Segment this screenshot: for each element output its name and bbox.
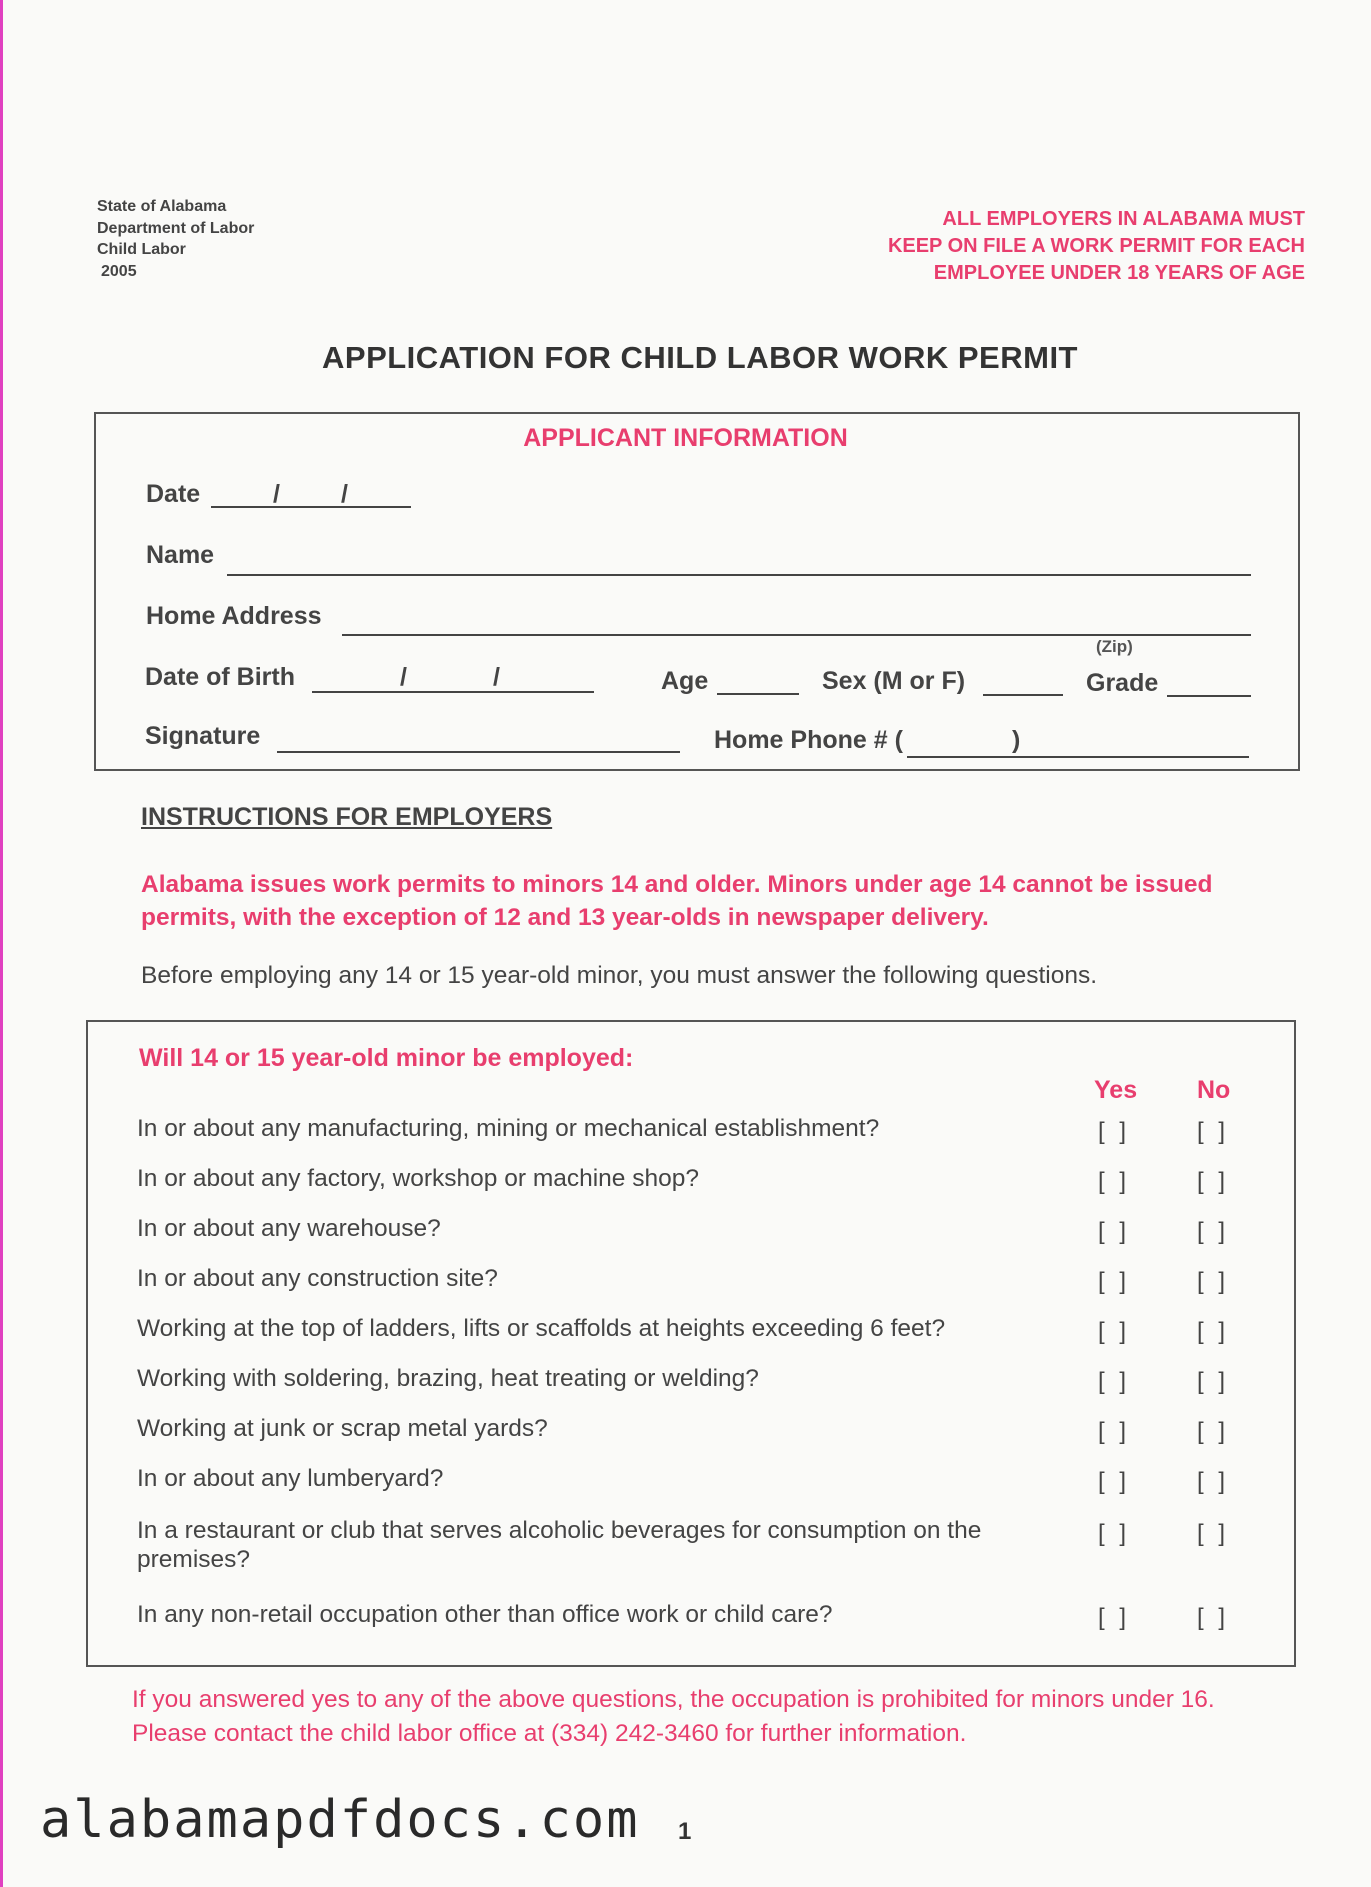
question-text: In or about any factory, workshop or machine shop? xyxy=(137,1165,699,1192)
yes-checkbox[interactable]: [ ] xyxy=(1098,1318,1131,1345)
yes-checkbox[interactable]: [ ] xyxy=(1098,1368,1131,1395)
no-checkbox[interactable]: [ ] xyxy=(1197,1268,1230,1295)
zip-label: (Zip) xyxy=(1096,637,1133,656)
grade-field[interactable] xyxy=(1167,695,1251,697)
phone-label: Home Phone # ( xyxy=(714,726,903,754)
agency-block xyxy=(97,196,254,282)
signature-field[interactable] xyxy=(277,751,680,753)
date-field[interactable] xyxy=(211,506,411,508)
page-title: APPLICATION FOR CHILD LABOR WORK PERMIT xyxy=(322,340,1078,375)
yes-checkbox[interactable]: [ ] xyxy=(1098,1268,1131,1295)
dob-label: Date of Birth xyxy=(145,663,295,691)
yes-checkbox[interactable]: [ ] xyxy=(1098,1118,1131,1145)
page-number: 1 xyxy=(678,1818,692,1845)
agency-line: Department of Labor xyxy=(97,219,255,237)
yes-checkbox[interactable]: [ ] xyxy=(1098,1218,1131,1245)
no-checkbox[interactable]: [ ] xyxy=(1197,1520,1230,1547)
notice-line: EMPLOYEE UNDER 18 YEARS OF AGE xyxy=(933,262,1305,284)
instructions-heading: INSTRUCTIONS FOR EMPLOYERS xyxy=(141,803,553,831)
question-text: Working at the top of ladders, lifts or scaffolds at heights exceeding 6 feet? xyxy=(137,1315,946,1342)
no-checkbox[interactable]: [ ] xyxy=(1197,1168,1230,1195)
address-field[interactable] xyxy=(342,634,1251,636)
no-checkbox[interactable]: [ ] xyxy=(1197,1218,1230,1245)
no-checkbox[interactable]: [ ] xyxy=(1197,1468,1230,1495)
date-slash: / xyxy=(341,480,348,508)
notice-line: ALL EMPLOYERS IN ALABAMA MUST xyxy=(942,208,1305,230)
applicant-heading: APPLICANT INFORMATION xyxy=(523,424,848,452)
employer-notice xyxy=(745,206,1305,287)
sex-label: Sex (M or F) xyxy=(822,667,966,695)
question-text: In any non-retail occupation other than office work or child care? xyxy=(137,1601,833,1628)
date-label: Date xyxy=(146,480,201,508)
no-checkbox[interactable]: [ ] xyxy=(1197,1318,1230,1345)
signature-label: Signature xyxy=(145,722,261,750)
sex-field[interactable] xyxy=(983,694,1063,696)
instructions-text: Before employing any 14 or 15 year-old minor, you must answer the following questions. xyxy=(141,962,1098,989)
phone-close-paren: ) xyxy=(1012,726,1021,754)
no-checkbox[interactable]: [ ] xyxy=(1197,1418,1230,1445)
yes-checkbox[interactable]: [ ] xyxy=(1098,1604,1131,1631)
date-slash: / xyxy=(273,480,280,508)
name-field[interactable] xyxy=(227,574,1251,576)
question-text: Working at junk or scrap metal yards? xyxy=(137,1415,548,1442)
name-label: Name xyxy=(146,541,215,569)
notice-line: KEEP ON FILE A WORK PERMIT FOR EACH xyxy=(887,235,1305,257)
dob-slash: / xyxy=(493,663,500,691)
age-field[interactable] xyxy=(717,693,799,695)
agency-line: Child Labor xyxy=(97,241,186,258)
instructions-red-text: Alabama issues work permits to minors 14 and older. Minors under age 14 cannot be issued permits, with the exception of 12 and 13 year-olds in newspaper delivery. xyxy=(141,871,1213,931)
question-text: In or about any construction site? xyxy=(137,1265,498,1292)
address-label: Home Address xyxy=(146,602,322,630)
no-checkbox[interactable]: [ ] xyxy=(1197,1604,1230,1631)
dob-field[interactable] xyxy=(312,691,594,693)
no-checkbox[interactable]: [ ] xyxy=(1197,1368,1230,1395)
question-text: In or about any lumberyard? xyxy=(137,1465,444,1492)
question-text: In or about any manufacturing, mining or mechanical establishment? xyxy=(137,1115,880,1142)
no-column-header: No xyxy=(1197,1076,1231,1104)
site-watermark: alabamapdfdocs.com xyxy=(40,1790,640,1850)
applicant-info-box xyxy=(94,412,1300,771)
yes-checkbox[interactable]: [ ] xyxy=(1098,1468,1131,1495)
question-text: In or about any warehouse? xyxy=(137,1215,441,1242)
phone-field[interactable] xyxy=(907,756,1249,758)
yes-column-header: Yes xyxy=(1094,1076,1138,1104)
agency-line: 2005 xyxy=(101,262,137,280)
yes-checkbox[interactable]: [ ] xyxy=(1098,1520,1131,1547)
grade-label: Grade xyxy=(1086,669,1159,697)
page-edge-bar xyxy=(0,0,3,1887)
question-text: Working with soldering, brazing, heat treating or welding? xyxy=(137,1365,759,1392)
prohibited-occupation-note: If you answered yes to any of the above questions, the occupation is prohibited for minors under 16. Please contact the child labor office at (334) 242-3460 for further information. xyxy=(132,1686,1215,1747)
questions-heading: Will 14 or 15 year-old minor be employed: xyxy=(139,1044,634,1072)
age-label: Age xyxy=(661,667,709,695)
dob-slash: / xyxy=(400,663,407,691)
question-text: In a restaurant or club that serves alcoholic beverages for consumption on the premises? xyxy=(137,1517,982,1573)
agency-line: State of Alabama xyxy=(97,198,227,215)
yes-checkbox[interactable]: [ ] xyxy=(1098,1418,1131,1445)
no-checkbox[interactable]: [ ] xyxy=(1197,1118,1230,1145)
yes-checkbox[interactable]: [ ] xyxy=(1098,1168,1131,1195)
